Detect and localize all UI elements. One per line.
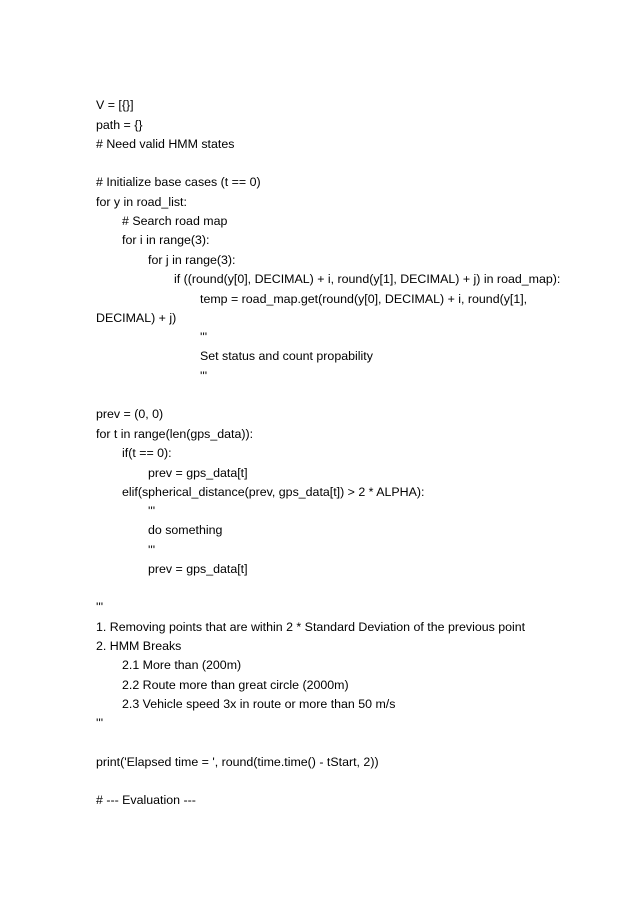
code-line-3: # Need valid HMM states <box>96 137 235 151</box>
code-line-5: # Initialize base cases (t == 0) <box>96 175 261 189</box>
code-line-33: ''' <box>96 716 104 730</box>
code-line-35: print('Elapsed time = ', round(time.time() - tStart, 2)) <box>96 755 379 769</box>
code-line-8: for i in range(3): <box>122 233 210 247</box>
code-line-30: 2.1 More than (200m) <box>122 658 242 672</box>
code-line-1: V = [{}] <box>96 98 134 112</box>
code-line-21: elif(spherical_distance(prev, gps_data[t]) > 2 * ALPHA): <box>122 485 425 499</box>
code-line-20: prev = gps_data[t] <box>148 466 248 480</box>
code-line-27: ''' <box>96 600 104 614</box>
code-line-15: ''' <box>200 369 208 383</box>
code-line-18: for t in range(len(gps_data)): <box>96 427 254 441</box>
code-line-11: temp = road_map.get(round(y[0], DECIMAL) + i, round(y[1], <box>200 292 528 306</box>
code-line-9: for j in range(3): <box>148 253 236 267</box>
code-line-32: 2.3 Vehicle speed 3x in route or more than 50 m/s <box>122 697 396 711</box>
code-line-17: prev = (0, 0) <box>96 407 164 421</box>
code-line-22: ''' <box>148 504 156 518</box>
code-line-25: prev = gps_data[t] <box>148 562 248 576</box>
code-line-37: # --- Evaluation --- <box>96 793 196 807</box>
code-line-13: ''' <box>200 330 208 344</box>
code-line-19: if(t == 0): <box>122 446 172 460</box>
code-line-2: path = {} <box>96 118 143 132</box>
code-line-14: Set status and count propability <box>200 349 373 363</box>
code-line-7: # Search road map <box>122 214 228 228</box>
code-line-12: DECIMAL) + j) <box>96 311 177 325</box>
code-line-28: 1. Removing points that are within 2 * Standard Deviation of the previous point <box>96 620 526 634</box>
code-line-6: for y in road_list: <box>96 195 187 209</box>
code-line-24: ''' <box>148 543 156 557</box>
code-line-31: 2.2 Route more than great circle (2000m) <box>122 678 349 692</box>
code-line-23: do something <box>148 523 223 537</box>
code-line-10: if ((round(y[0], DECIMAL) + i, round(y[1], DECIMAL) + j) in road_map): <box>174 272 561 286</box>
code-line-29: 2. HMM Breaks <box>96 639 182 653</box>
